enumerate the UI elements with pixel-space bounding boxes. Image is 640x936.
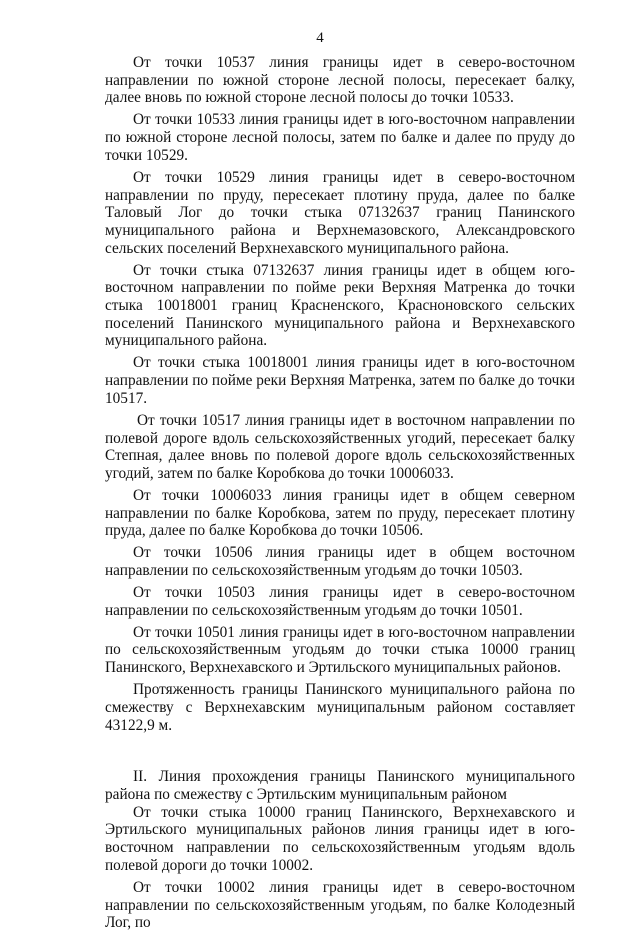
paragraph-total-length: Протяженность границы Панинского муниципального района по смежеству с Верхнехавским муниципальным районом составляет 43122,9 м. [105, 681, 575, 734]
paragraph: От точки 10506 линия границы идет в общем восточном направлении по сельскохозяйственным угодьям до точки 10503. [105, 544, 575, 580]
paragraph: От точки 10517 линия границы идет в восточном направлении по полевой дороге вдоль сельскохозяйственных угодий, пересекает балку Степная, далее вновь по полевой дороге вдоль сельскохозяйственных угодий, затем по балке Коробкова до точки 10006033. [105, 411, 575, 482]
paragraph: От точки 10006033 линия границы идет в общем северном направлении по балке Коробкова, затем по пруду, пересекает плотину пруда, далее по балке Коробкова до точки 10506. [105, 486, 575, 540]
paragraph: От точки 10533 линия границы идет в юго-восточном направлении по южной стороне лесной полосы, затем по балке и далее по пруду до точки 10529. [105, 111, 575, 164]
paragraph: От точки 10002 линия границы идет в северо-восточном направлении по сельскохозяйственным угодьям, по балке Колодезный Лог, по [105, 878, 575, 932]
paragraph: От точки 10537 линия границы идет в северо-восточном направлении по южной стороне лесной полосы, пересекает балку, далее вновь по южной стороне лесной полосы до точки 10533. [105, 54, 575, 107]
paragraph: От точки 10503 линия границы идет в северо-восточном направлении по сельскохозяйственным угодьям до точки 10501. [105, 584, 575, 619]
paragraph: От точки стыка 10000 границ Панинского, Верхнехавского и Эртильского муниципальных районов линия границы идет в юго-восточном направлении по сельскохозяйственным угодьям вдоль полевой дороги до точки 10002. [105, 803, 575, 874]
paragraph: От точки 10529 линия границы идет в северо-восточном направлении по пруду, пересекает плотину пруда, далее по балке Таловый Лог до точки стыка 07132637 границ Панинского муниципального района и Верхнемазовского, Александровского сельских поселений Верхнехавского муниципального района. [105, 168, 575, 257]
paragraph: От точки 10501 линия границы идет в юго-восточном направлении по сельскохозяйственным угодьям до точки стыка 10000 границ Панинского, Верхнехавского и Эртильского муниципальных районов. [105, 623, 575, 677]
section-heading: II. Линия прохождения границы Панинского муниципального района по смежеству с Эртильским муниципальным районом [105, 768, 575, 803]
document-body [105, 54, 575, 936]
paragraph: От точки стыка 07132637 линия границы идет в общем юго-восточном направлении по пойме реки Верхняя Матренка до точки стыка 10018001 границ Красненского, Красноновского сельских поселений Панинского муниципального района и Верхнехавского муниципального района. [105, 261, 575, 350]
paragraph: От точки стыка 10018001 линия границы идет в юго-восточном направлении по пойме реки Верхняя Матренка, затем по балке до точки 10517. [105, 354, 575, 407]
page-number: 4 [316, 30, 324, 46]
